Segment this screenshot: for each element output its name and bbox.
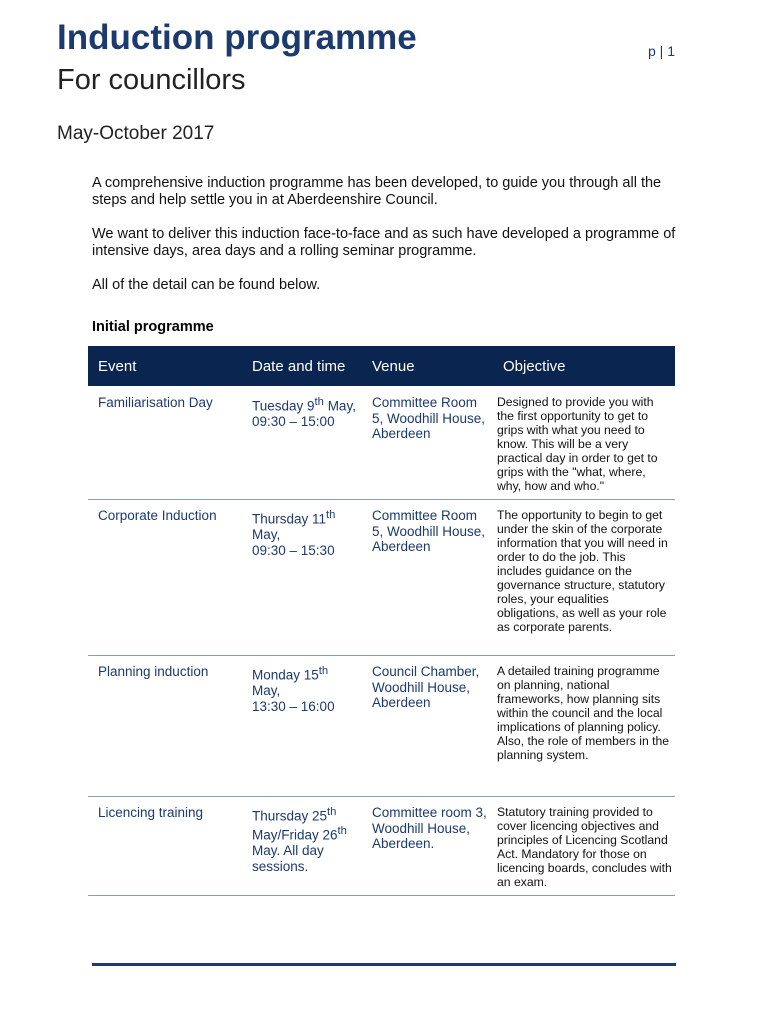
table-row — [88, 656, 675, 797]
event-cell: Corporate Induction — [88, 500, 242, 656]
venue-cell: Committee room 3, Woodhill House, Aberdeen. — [362, 797, 493, 896]
objective-cell: A detailed training programme on planning, national frameworks, how planning sits within the council and the local implications of planning policy. Also, the role of members in the planning system. — [493, 656, 675, 797]
venue-cell: Committee Room 5, Woodhill House, Aberdeen — [362, 386, 493, 500]
intro-paragraph: All of the detail can be found below. — [92, 277, 321, 293]
header-objective: Objective — [493, 346, 675, 386]
table-row — [88, 500, 675, 656]
page-number: p | 1 — [648, 43, 675, 59]
document-subtitle: For councillors — [57, 64, 246, 96]
date-cell: Thursday 25th May/Friday 26th May. All day sessions. — [242, 797, 362, 896]
footer-rule — [92, 963, 676, 966]
section-heading: Initial programme — [92, 319, 214, 335]
programme-table — [88, 346, 675, 896]
event-cell: Licencing training — [88, 797, 242, 896]
table-header-row — [88, 346, 675, 386]
date-cell: Thursday 11th May, 09:30 – 15:30 — [242, 500, 362, 656]
intro-paragraph: We want to deliver this induction face-to-face and as such have developed a programme of intensive days, area days and a rolling seminar programme. — [92, 226, 676, 259]
header-date-time: Date and time — [242, 346, 362, 386]
objective-cell: Designed to provide you with the first opportunity to get to grips with what you need to know. This will be a very practical day in order to get to grips with the "what, where, why, how and who." — [493, 386, 675, 500]
intro-text — [92, 175, 692, 311]
document-title: Induction programme — [57, 18, 417, 57]
objective-cell: The opportunity to begin to get under the skin of the corporate information that you will need in order to do the job. This includes guidance on the governance structure, statutory roles, your equalities obligations, as well as your role as corporate parents. — [493, 500, 675, 656]
objective-cell: Statutory training provided to cover licencing objectives and principles of Licencing Scotland Act. Mandatory for those on licencing boards, concludes with an exam. — [493, 797, 675, 896]
intro-paragraph: A comprehensive induction programme has been developed, to guide you through all the steps and help settle you in at Aberdeenshire Council. — [92, 175, 662, 208]
table-row — [88, 386, 675, 500]
table-row — [88, 797, 675, 896]
event-cell: Planning induction — [88, 656, 242, 797]
event-cell: Familiarisation Day — [88, 386, 242, 500]
header-venue: Venue — [362, 346, 493, 386]
venue-cell: Council Chamber, Woodhill House, Aberdeen — [362, 656, 493, 797]
date-cell: Tuesday 9th May, 09:30 – 15:00 — [242, 386, 362, 500]
header-event: Event — [88, 346, 242, 386]
date-range: May-October 2017 — [57, 123, 215, 144]
date-cell: Monday 15th May, 13:30 – 16:00 — [242, 656, 362, 797]
venue-cell: Committee Room 5, Woodhill House, Aberdeen — [362, 500, 493, 656]
